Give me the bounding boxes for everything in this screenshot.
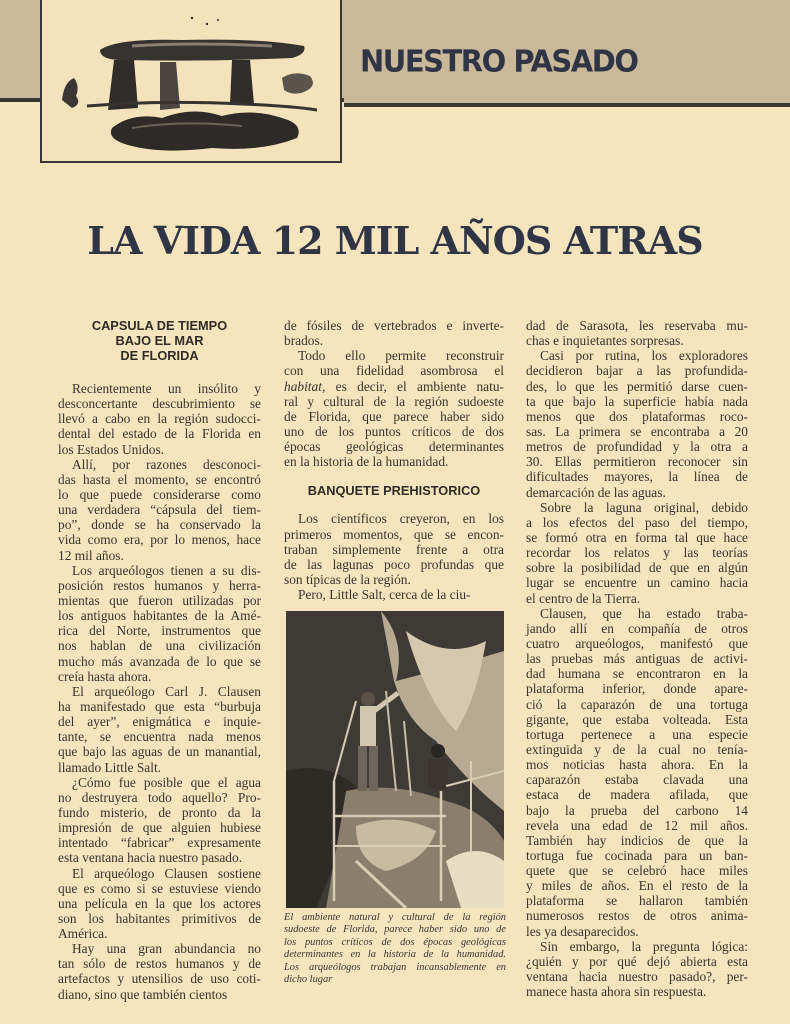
column-1-body (58, 381, 261, 1002)
text-line: llamado Little Salt. (58, 759, 162, 775)
subheading-banquete: BANQUETE PREHISTORICO (307, 483, 481, 499)
text-line: tortuga fue cocinada para un ban- (526, 847, 748, 863)
text-line: las pruebas más antiguas de activi- (526, 651, 748, 667)
text-line: lugar se encuentre un camino hacia (526, 575, 748, 591)
text-line: ¿quién y por qué dejó abierta esta (526, 953, 748, 969)
text-line: El arqueólogo Carl J. Clausen (72, 683, 261, 699)
text-line: fundo misterio, de pronto da la (58, 804, 261, 820)
text-line: llevó a cabo en la región sudocci- (58, 411, 261, 427)
text-line: sas. La primera se encontraba a 20 (526, 423, 748, 439)
article-column-2 (284, 318, 504, 602)
text-line: vida como era, por lo menos, hace (58, 532, 261, 548)
text-line: ció la caparazón de una tortuga (526, 696, 748, 712)
text-line: caparazón estaba clavada una (526, 772, 748, 788)
text-line: los Estados Unidos. (58, 441, 165, 457)
text-line: Casi por rutina, los exploradores (540, 348, 748, 364)
text-line: ral y cultural de la región sudoeste (284, 393, 504, 409)
caption-line: sudoeste de Florida, parece haber sido uno de (284, 924, 506, 936)
text-line: rica del Norte, instrumentos que (58, 623, 261, 639)
text-line: con una fidelidad asombrosa el (284, 363, 504, 379)
text-line: nos hablan de una civilización (58, 638, 261, 654)
subheading-line: DE FLORIDA (120, 348, 199, 363)
text-line: Allí, por razones desconoci- (72, 456, 261, 472)
text-line: América. (58, 926, 108, 942)
text-line: brados. (284, 333, 324, 349)
text-line: ta que bajo la superficie había nada (526, 393, 748, 409)
text-line: Hay una gran abundancia no (72, 941, 261, 957)
text-line: quete que se celebró hace miles (526, 863, 748, 879)
text-line: primeros momentos, que se encon- (284, 526, 504, 542)
column-3-body (526, 318, 748, 999)
text-line: de Florida, que parece haber sido (284, 408, 504, 424)
text-line: desconcertante descubrimiento se (58, 396, 261, 412)
text-line: mucho más avanzada de lo que se (58, 653, 261, 669)
text-line: diano, sino que también cientos (58, 986, 228, 1002)
text-line: extinguida y de la cual no tenía- (526, 741, 748, 757)
text-line: das hasta el momento, se encontró (58, 471, 261, 487)
text-line: son los habitantes primitivos de (58, 910, 261, 926)
text-line: dad humana se encontraron en la (526, 666, 748, 682)
column-2-body-bottom (284, 511, 504, 602)
text-line: dificultades mayores, la línea de (526, 469, 748, 485)
caption-line: dicho lugar (284, 974, 333, 986)
text-line: po”, donde se ha conservado la (58, 517, 261, 533)
text-line: tante, se encuentra nada menos (58, 729, 261, 745)
text-line: sobre la posibilidad de que en algún (526, 560, 748, 576)
text-line: les ya desaparecidos. (526, 923, 639, 939)
subheading-line: CAPSULA DE TIEMPO (91, 318, 228, 333)
text-line: numerosos restos de otros anima- (526, 908, 748, 924)
text-line: Los arqueólogos tienen a su dis- (72, 562, 261, 578)
text-line: no destruyera todo aquello? Pro- (58, 789, 261, 805)
text-line: intentado “fabricar” expresamente (58, 835, 261, 851)
text-line: de las lagunas poco profundas que (284, 556, 504, 572)
text-line: demarcación de las aguas. (526, 484, 666, 500)
text-line: impresión de que alguien hubiese (58, 820, 261, 836)
caption-line: determinantes en la historia de la humanidad. (284, 949, 506, 961)
excavation-photo-icon (286, 611, 504, 908)
text-line: jando allí en compañía de otros (526, 620, 748, 636)
text-line: el centro de la Tierra. (526, 590, 641, 606)
text-line: ¿Cómo fue posible que el agua (72, 774, 261, 790)
text-line: lo que puede considerarse como (58, 486, 261, 502)
header-rule-right (344, 103, 790, 107)
text-line: habitat, es decir, el ambiente natu- (284, 378, 504, 394)
text-line: tan sólo de restos humanos y de (58, 956, 261, 972)
text-line: 30. Ellas permitieron reconocer sin (526, 454, 748, 470)
text-line: mos noticias hasta ahora. En la (526, 757, 748, 773)
text-line: bajo la prueba del carbono 14 (526, 802, 748, 818)
subheading-line: BAJO EL MAR (115, 333, 204, 348)
text-line: Los científicos creyeron, en los (298, 511, 504, 527)
caption-line: los puntos críticos de dos épocas geológicas (284, 936, 506, 948)
text-line: ha manifestado que esta “burbuja (58, 698, 261, 714)
text-line: dental del estado de la Florida en (58, 426, 261, 442)
text-line: uno de los puntos críticos de dos (284, 423, 504, 439)
text-line: manece hasta ahora sin respuesta. (526, 984, 707, 1000)
text-line: épocas geológicas determinantes (284, 439, 504, 455)
text-line: 12 mil años. (58, 547, 124, 563)
text-line: menos que dos plataformas roco- (526, 408, 748, 424)
text-line: creía hasta ahora. (58, 668, 152, 684)
text-line: gigante, que estaba volteada. Esta (526, 711, 748, 727)
article-column-1 (58, 318, 261, 1002)
text-line: se formó otra en forma tal que hace (526, 529, 748, 545)
text-line: que bajo las aguas de un manantial, (58, 744, 261, 760)
text-line: tortuga pertenece a una especie (526, 726, 748, 742)
text-line: Sobre la laguna original, debido (540, 499, 748, 515)
text-line: chas e inquietantes sorpresas. (526, 333, 684, 349)
text-line: traban simplemente frente a otra (284, 541, 504, 557)
text-line: del ayer”, enigmática e inquie- (58, 714, 261, 730)
text-line: en la historia de la humanidad. (284, 454, 449, 470)
text-line: También hay indicios de que la (526, 832, 748, 848)
text-line: revela una edad de 12 mil años. (526, 817, 748, 833)
text-line: mientas que fueron utilizadas por (58, 592, 261, 608)
text-line: esta ventana hacia nuestro pasado. (58, 850, 243, 866)
text-line: dad de Sarasota, les reservaba mu- (526, 318, 748, 333)
text-line: estaca de madera afilada, que (526, 787, 748, 803)
section-title: NUESTRO PASADO (360, 43, 638, 79)
text-line: Sin embargo, la pregunta lógica: (540, 938, 748, 954)
text-line: ventana hacia nuestro pasado?, per- (526, 969, 748, 985)
column-2-body-top (284, 318, 504, 469)
excavation-photo (286, 611, 504, 908)
text-line: metros de profundidad y la otra a (526, 439, 748, 455)
text-line: des, lo que les permitió darse cuen- (526, 378, 748, 394)
text-line: Todo ello permite reconstruir (298, 348, 504, 364)
text-line: decidieron bajar a las profundida- (526, 363, 748, 379)
photo-caption (284, 912, 506, 986)
text-line: plataforma inferior, donde apare- (526, 681, 748, 697)
text-line: Clausen, que ha estado traba- (540, 605, 748, 621)
text-line: una película en la que los actores (58, 895, 261, 911)
text-line: Pero, Little Salt, cerca de la ciu- (298, 587, 471, 603)
caption-line: El ambiente natural y cultural de la región (284, 912, 506, 923)
text-line: plataforma se hallaron también (526, 893, 748, 909)
text-line: artefactos y utensilios de uso coti- (58, 971, 261, 987)
text-line: cuatro arqueólogos, manifestó que (526, 635, 748, 651)
text-line: a los efectos del paso del tiempo, (526, 514, 748, 530)
article-headline: LA VIDA 12 MIL AÑOS ATRAS (87, 218, 703, 263)
text-line: los antiguos habitantes de la Amé- (58, 608, 261, 624)
text-line: recordar los relatos y las teorías (526, 545, 748, 561)
text-line: son típicas de la región. (284, 571, 411, 587)
caption-line: Los arqueólogos trabajan incansablemente en (284, 961, 506, 973)
article-column-3 (526, 318, 748, 999)
text-line: posición restos humanos y herra- (58, 577, 261, 593)
text-line: El arqueólogo Clausen sostiene (72, 865, 261, 881)
section-logo (40, 0, 342, 163)
text-line: Recientemente un insólito y (72, 381, 261, 396)
text-line: que es como si se estuviese viendo (58, 880, 261, 896)
text-line: una verdadera “cápsula del tiem- (58, 502, 261, 518)
text-line: de fósiles de vertebrados e inverte- (284, 318, 504, 333)
dolmen-illustration-icon (42, 0, 340, 161)
text-line: y miles de años. En el resto de la (526, 878, 748, 894)
